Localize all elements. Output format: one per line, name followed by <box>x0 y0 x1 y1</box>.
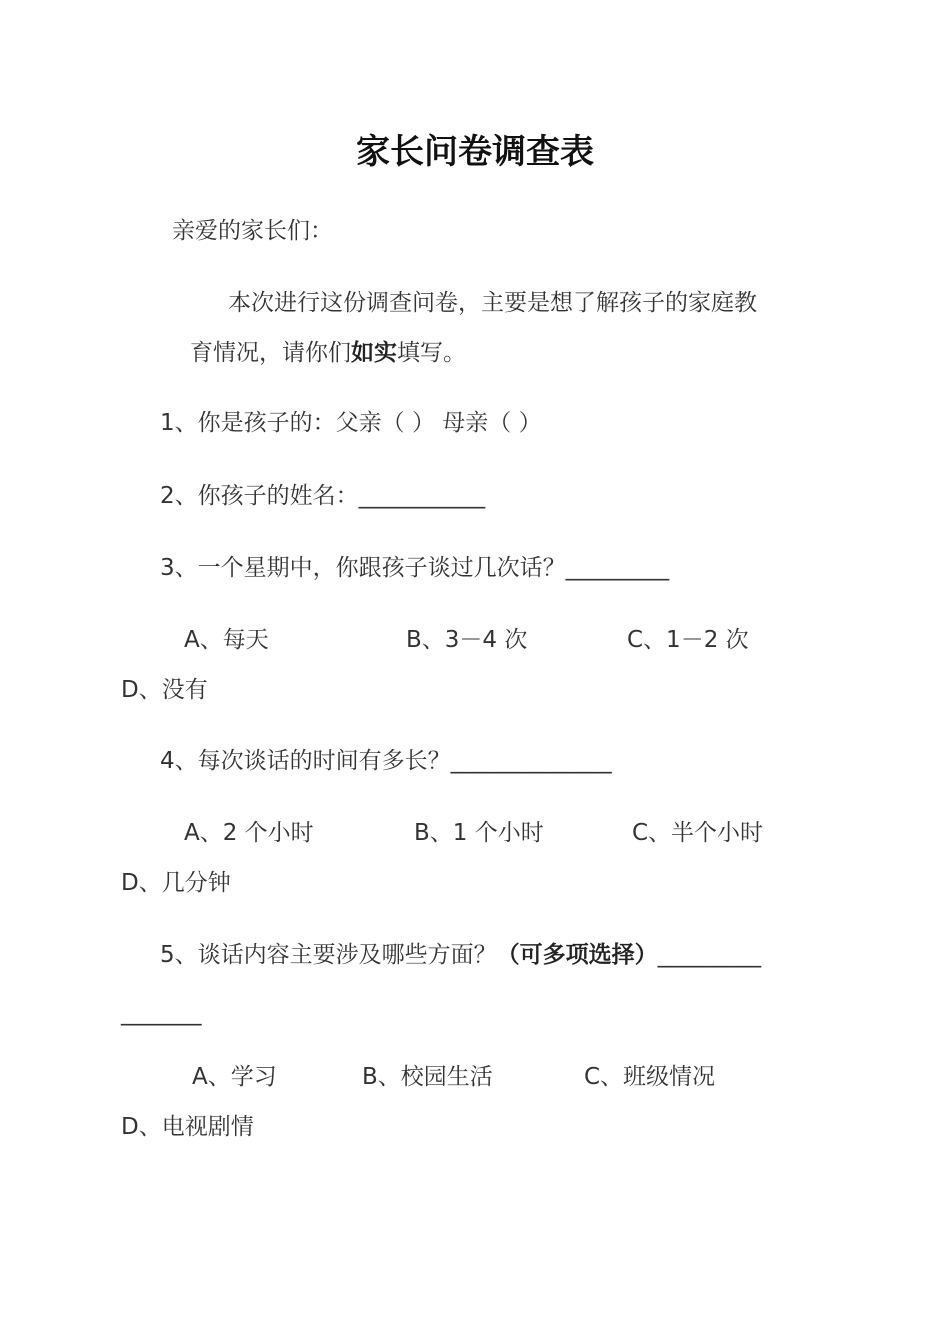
question-3-option-d: D、没有 <box>121 677 208 703</box>
question-3-option-b: B、3－4 次 <box>406 627 528 653</box>
intro-line-1: 本次进行这份调查问卷，主要是想了解孩子的家庭教 <box>228 290 757 316</box>
question-2 <box>160 481 485 511</box>
question-3 <box>160 553 669 583</box>
question-3-text: 3、一个星期中，你跟孩子谈过几次话？ <box>160 555 566 581</box>
document-title: 家长问卷调查表 <box>356 132 594 172</box>
question-5-option-a: A、学习 <box>192 1064 277 1090</box>
question-5 <box>160 940 761 970</box>
question-5-blank: _________ <box>657 942 762 968</box>
question-4-blank: ______________ <box>450 748 612 774</box>
question-5-blank-continued: _______ <box>121 1000 202 1026</box>
question-4-option-a: A、2 个小时 <box>184 820 314 846</box>
question-5-option-d: D、电视剧情 <box>121 1114 254 1140</box>
question-5-text: 5、谈话内容主要涉及哪些方面？ <box>160 942 497 968</box>
question-2-blank: ___________ <box>358 483 486 509</box>
question-1: 1、你是孩子的：父亲（ ） 母亲（ ） <box>160 410 542 436</box>
question-5-option-c: C、班级情况 <box>584 1064 716 1090</box>
question-5-note: （可多项选择） <box>496 942 658 968</box>
intro-emphasis: 如实 <box>351 339 397 366</box>
question-5-option-b: B、校园生活 <box>362 1064 493 1090</box>
question-3-option-c: C、1－2 次 <box>627 627 749 653</box>
greeting: 亲爱的家长们： <box>172 218 333 244</box>
intro-line-2 <box>190 338 466 368</box>
question-4-option-b: B、1 个小时 <box>414 820 544 846</box>
question-4-option-d: D、几分钟 <box>121 870 231 896</box>
intro-line-2-post: 填写。 <box>397 340 466 366</box>
question-4-text: 4、每次谈话的时间有多长？ <box>160 748 451 774</box>
question-4 <box>160 746 612 776</box>
intro-line-2-pre: 育情况，请你们 <box>190 340 351 366</box>
question-3-option-a: A、每天 <box>184 627 269 653</box>
question-3-blank: _________ <box>565 555 670 581</box>
question-2-text: 2、你孩子的姓名： <box>160 483 359 509</box>
question-4-option-c: C、半个小时 <box>632 820 764 846</box>
